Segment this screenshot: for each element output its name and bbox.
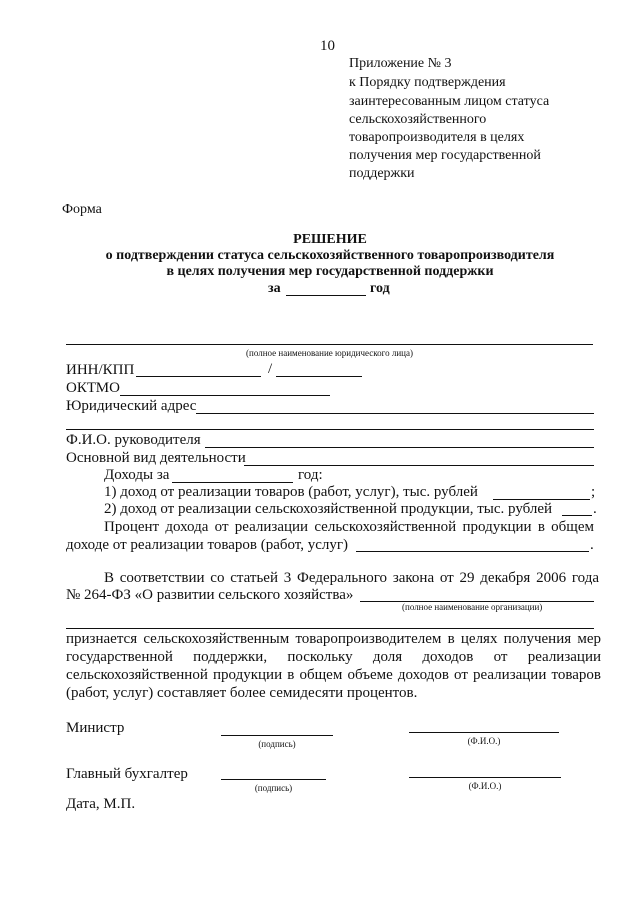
oktmo-field[interactable]: [120, 395, 330, 396]
income-header-suffix: год:: [298, 467, 323, 483]
minister-name-caption: (Ф.И.О.): [467, 736, 501, 746]
percent-end: .: [590, 537, 594, 553]
date-seal-label: Дата, М.П.: [66, 796, 136, 812]
title-line-1: о подтверждении статуса сельскохозяйственного товаропроизводителя: [105, 248, 555, 263]
decision-paragraph-line: (работ, услуг) составляет более семидесяти процентов.: [66, 685, 418, 701]
minister-name-field[interactable]: [409, 732, 559, 733]
legal-address-label: Юридический адрес: [66, 398, 197, 414]
org-name-field[interactable]: [66, 344, 593, 345]
minister-label: Министр: [66, 720, 125, 736]
income-item-2: 2) доход от реализации сельскохозяйственной продукции, тыс. рублей: [104, 501, 553, 517]
accountant-signature-caption: (подпись): [254, 783, 293, 793]
appendix-line: товаропроизводителя в целях: [349, 130, 525, 145]
inn-kpp-label: ИНН/КПП: [66, 362, 135, 378]
accountant-name-caption: (Ф.И.О.): [468, 781, 502, 791]
appendix-line: Приложение № 3: [349, 56, 452, 71]
percent-line-1: Процент дохода от реализации сельскохозяйственной продукции в общем: [104, 519, 594, 535]
kpp-field[interactable]: [276, 376, 362, 377]
income-item-2-end: .: [593, 501, 597, 517]
legal-address-field-line2[interactable]: [66, 429, 594, 430]
income-header: Доходы за: [104, 467, 170, 483]
inn-field[interactable]: [136, 376, 261, 377]
organization-caption: (полное наименование организации): [402, 602, 543, 612]
activity-field[interactable]: [244, 465, 594, 466]
minister-signature-caption: (подпись): [258, 739, 296, 749]
appendix-line: получения мер государственной: [349, 148, 541, 163]
document-title: РЕШЕНИЕ: [293, 232, 367, 247]
title-year-prefix: за: [268, 281, 281, 296]
percent-line-2: доходе от реализации товаров (работ, услуг): [66, 537, 348, 553]
chief-accountant-label: Главный бухгалтер: [66, 766, 188, 782]
income-item-1-field[interactable]: [493, 499, 590, 500]
page-number: 10: [320, 38, 335, 54]
org-name-caption: (полное наименование юридического лица): [246, 348, 413, 358]
income-item-2-field[interactable]: [562, 515, 592, 516]
appendix-line: к Порядку подтверждения: [349, 75, 506, 90]
decision-paragraph-line: сельскохозяйственной продукции в общем объеме доходов от реализации товаров: [66, 667, 601, 683]
decision-line-1: В соответствии со статьей 3 Федерального закона от 29 декабря 2006 года: [104, 570, 599, 586]
year-field[interactable]: [286, 295, 366, 296]
accountant-signature-field[interactable]: [221, 779, 326, 780]
title-year-suffix: год: [370, 281, 390, 296]
title-line-2: в целях получения мер государственной поддержки: [166, 264, 494, 279]
minister-signature-field[interactable]: [221, 735, 333, 736]
activity-label: Основной вид деятельности: [66, 450, 246, 466]
accountant-name-field[interactable]: [409, 777, 561, 778]
director-field[interactable]: [205, 447, 594, 448]
appendix-line: поддержки: [349, 166, 415, 181]
decision-paragraph-line: государственной поддержки, поскольку доля доходов от реализации: [66, 649, 601, 665]
director-label: Ф.И.О. руководителя: [66, 432, 201, 448]
organization-field-line2[interactable]: [66, 628, 594, 629]
legal-address-field[interactable]: [196, 413, 594, 414]
income-item-1-end: ;: [591, 484, 596, 500]
income-item-1: 1) доход от реализации товаров (работ, услуг), тыс. рублей: [104, 484, 478, 500]
appendix-line: заинтересованным лицом статуса: [349, 94, 550, 109]
percent-field[interactable]: [356, 551, 589, 552]
income-year-field[interactable]: [172, 482, 293, 483]
oktmo-label: ОКТМО: [66, 380, 120, 396]
decision-paragraph-line: признается сельскохозяйственным товаропроизводителем в целях получения мер: [66, 631, 601, 647]
form-label: Форма: [62, 202, 102, 217]
appendix-line: сельскохозяйственного: [349, 112, 487, 127]
decision-line-2: № 264-ФЗ «О развитии сельского хозяйства»: [66, 587, 354, 603]
inn-kpp-separator: /: [268, 361, 273, 377]
